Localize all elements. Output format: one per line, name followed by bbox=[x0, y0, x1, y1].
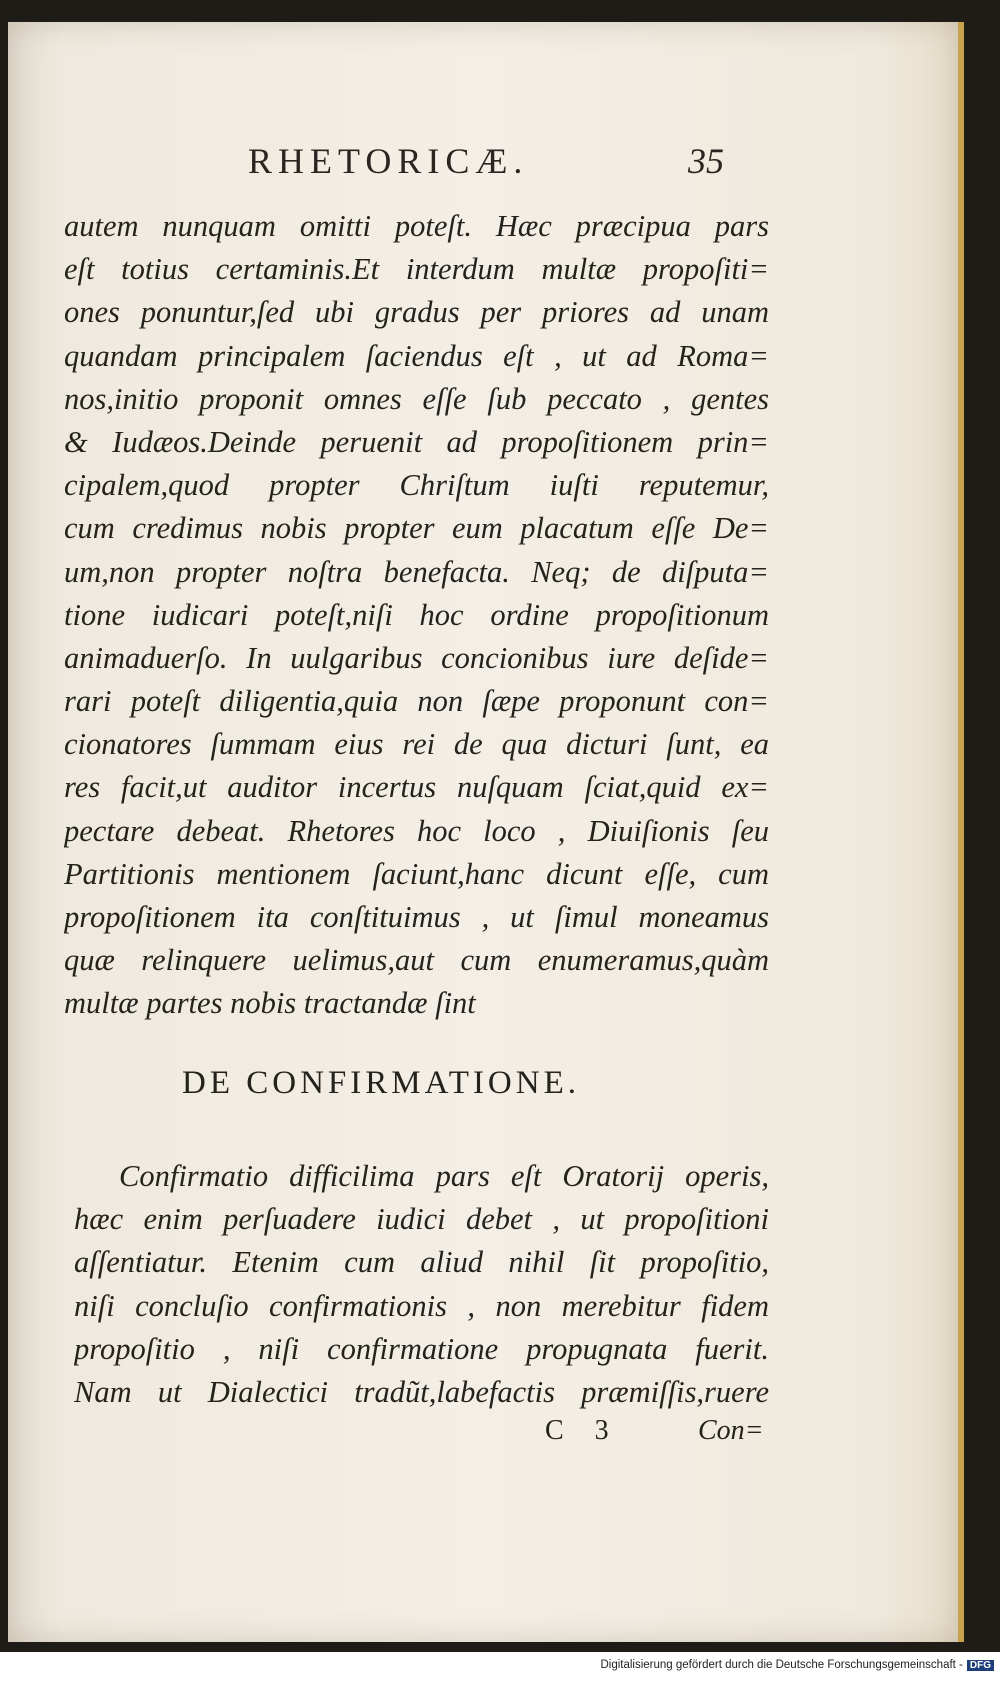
text-line: animaduerſo. In uulgaribus concionibus iure deſide= bbox=[64, 640, 769, 675]
text-line: aſſentiatur. Etenim cum aliud nihil ſit propoſitio, bbox=[74, 1245, 769, 1280]
page-footer bbox=[8, 1415, 958, 1455]
text-line: & Iudæos.Deinde peruenit ad propoſitionem prin= bbox=[64, 424, 769, 459]
text-line: autem nunquam omitti poteſt. Hæc præcipua pars bbox=[64, 209, 769, 243]
signature-mark: C 3 bbox=[545, 1415, 621, 1446]
text-line: Nam ut Dialectici tradũt,labefactis præmiſſis,ruere bbox=[74, 1374, 769, 1409]
text-line: cipalem,quod propter Chriſtum iuſti reputemur, bbox=[64, 468, 769, 503]
text-line: propoſitionem ita conſtituimus , ut ſimul moneamus bbox=[64, 900, 769, 934]
text-line: tione iudicari poteſt,niſi hoc ordine propoſitionum bbox=[64, 597, 769, 632]
paragraph-1 bbox=[64, 205, 769, 1026]
section-heading: DE CONFIRMATIONE. bbox=[182, 1065, 580, 1101]
dfg-logo: DFG bbox=[967, 1660, 994, 1671]
paragraph-2 bbox=[74, 1155, 769, 1414]
text-line: um,non propter noſtra benefacta. Neq; de diſputa= bbox=[64, 554, 769, 589]
text-line: propoſitio , niſi confirmatione propugnata fuerit. bbox=[74, 1331, 769, 1366]
text-line: quæ relinquere uelimus,aut cum enumeramus,quàm bbox=[64, 943, 769, 978]
text-line: hæc enim perſuadere iudici debet , ut propoſitioni bbox=[74, 1202, 769, 1237]
text-line: niſi concluſio confirmationis , non merebitur fidem bbox=[74, 1288, 769, 1323]
text-line: pectare debeat. Rhetores hoc loco , Diuiſionis ſeu bbox=[64, 813, 769, 848]
text-line: Confirmatio difficilima pars eſt Oratorij operis, bbox=[119, 1159, 769, 1193]
page-header bbox=[8, 140, 958, 190]
running-head: RHETORICÆ. bbox=[248, 141, 529, 181]
text-line: nos,initio proponit omnes eſſe ſub peccato , gentes bbox=[64, 381, 769, 416]
credit-text: Digitalisierung gefördert durch die Deutsche Forschungsgemeinschaft - bbox=[600, 1659, 963, 1671]
page-edge bbox=[958, 22, 964, 1642]
text-line: eſt totius certaminis.Et interdum multæ propoſiti= bbox=[64, 252, 769, 287]
catchword: Con= bbox=[698, 1415, 764, 1446]
text-line: rari poteſt diligentia,quia non ſæpe proponunt con= bbox=[64, 684, 769, 719]
text-line: cionatores ſummam eius rei de qua dicturi ſunt, ea bbox=[64, 727, 769, 762]
text-line: multæ partes nobis tractandæ ſint bbox=[64, 986, 476, 1021]
text-line: cum credimus nobis propter eum placatum eſſe De= bbox=[64, 511, 769, 546]
text-line: quandam principalem ſaciendus eſt , ut ad Roma= bbox=[64, 338, 769, 373]
text-line: ones ponuntur,ſed ubi gradus per priores ad unam bbox=[64, 295, 769, 330]
credit-line bbox=[600, 1659, 994, 1671]
text-line: Partitionis mentionem ſaciunt,hanc dicunt eſſe, cum bbox=[64, 856, 769, 891]
page-number: 35 bbox=[688, 141, 724, 181]
text-line: res facit,ut auditor incertus nuſquam ſciat,quid ex= bbox=[64, 770, 769, 805]
credit-bar bbox=[0, 1652, 1000, 1683]
book-page bbox=[8, 22, 958, 1642]
